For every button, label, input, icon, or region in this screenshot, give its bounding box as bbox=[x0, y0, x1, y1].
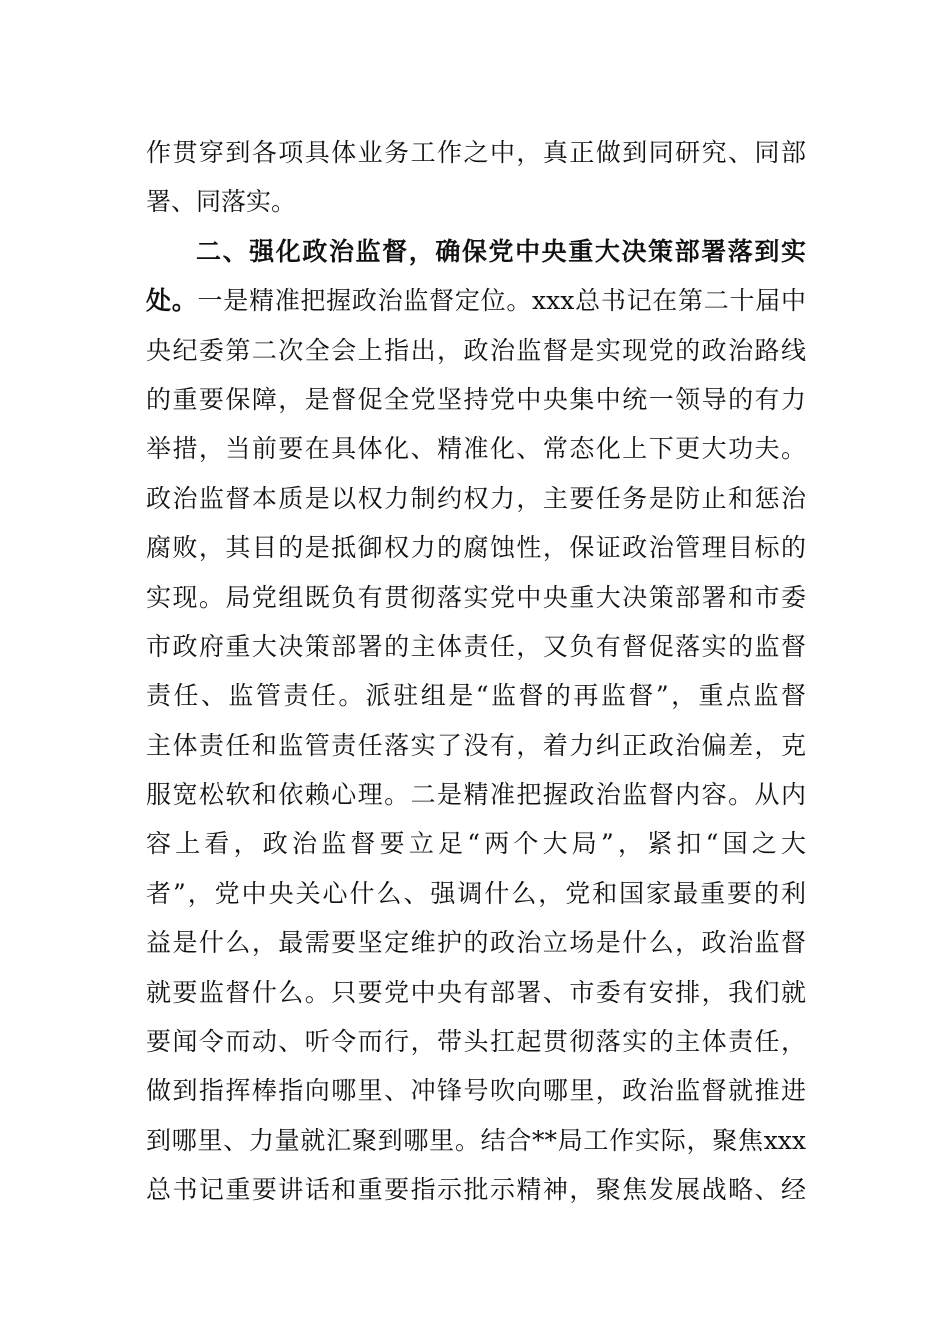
text-line bbox=[146, 573, 806, 622]
body-text-run: 一是精准把握政治监督定位。xxx总书记在第二十届中 bbox=[197, 286, 806, 316]
body-text-run: 容上看，政治监督要立足“两个大局”，紧扣“国之大 bbox=[146, 829, 806, 859]
text-line bbox=[146, 721, 806, 770]
body-text-run: 市政府重大决策部署的主体责任，又负有督促落实的监督 bbox=[146, 631, 806, 661]
body-text-run: 政治监督本质是以权力制约权力，主要任务是防止和惩治 bbox=[146, 483, 806, 513]
text-line bbox=[146, 918, 806, 967]
body-text-run: 实现。局党组既负有贯彻落实党中央重大决策部署和市委 bbox=[146, 582, 806, 612]
text-line bbox=[146, 1017, 806, 1066]
text-line bbox=[146, 326, 806, 375]
body-text-run: 腐败，其目的是抵御权力的腐蚀性，保证政治管理目标的 bbox=[146, 533, 806, 563]
body-text-run: 央纪委第二次全会上指出，政治监督是实现党的政治路线 bbox=[146, 335, 806, 365]
body-text bbox=[146, 128, 806, 1215]
body-text-run: 署、同落实。 bbox=[146, 187, 297, 217]
body-text-run: 总书记重要讲话和重要指示批示精神，聚焦发展战略、经 bbox=[146, 1175, 806, 1205]
body-text-run: 服宽松软和依赖心理。二是精准把握政治监督内容。从内 bbox=[146, 780, 806, 810]
body-text-run: 到哪里、力量就汇聚到哪里。结合**局工作实际，聚焦xxx bbox=[146, 1125, 806, 1155]
heading-text: 二、强化政治监督，确保党中央重大决策部署落到实 bbox=[196, 236, 806, 266]
text-line bbox=[146, 1165, 806, 1214]
body-text-run: 的重要保障，是督促全党坚持党中央集中统一领导的有力 bbox=[146, 384, 806, 414]
text-line bbox=[146, 474, 806, 523]
body-text-run: 做到指挥棒指向哪里、冲锋号吹向哪里，政治监督就推进 bbox=[146, 1076, 806, 1106]
body-text-run: 主体责任和监管责任落实了没有，着力纠正政治偏差，克 bbox=[146, 730, 806, 760]
text-line bbox=[146, 622, 806, 671]
text-line bbox=[146, 819, 806, 868]
text-line bbox=[146, 770, 806, 819]
text-line bbox=[146, 869, 806, 918]
text-line bbox=[146, 375, 806, 424]
body-text-run: 责任、监管责任。派驻组是“监督的再监督”，重点监督 bbox=[146, 681, 806, 711]
body-text-run: 就要监督什么。只要党中央有部署、市委有安排，我们就 bbox=[146, 977, 806, 1007]
body-text-run: 者”，党中央关心什么、强调什么，党和国家最重要的利 bbox=[146, 878, 806, 908]
body-text-run: 举措，当前要在具体化、精准化、常态化上下更大功夫。 bbox=[146, 434, 806, 464]
text-line bbox=[146, 968, 806, 1017]
text-line bbox=[146, 1116, 806, 1165]
text-line bbox=[146, 1066, 806, 1115]
body-text-run: 作贯穿到各项具体业务工作之中，真正做到同研究、同部 bbox=[146, 138, 806, 167]
text-line bbox=[146, 671, 806, 720]
text-line bbox=[146, 227, 806, 276]
body-text-run: 益是什么，最需要坚定维护的政治立场是什么，政治监督 bbox=[146, 928, 806, 958]
text-line bbox=[146, 177, 806, 226]
text-line bbox=[146, 276, 806, 325]
body-text-run: 要闻令而动、听令而行，带头扛起贯彻落实的主体责任， bbox=[146, 1027, 806, 1057]
text-line bbox=[146, 424, 806, 473]
text-line bbox=[146, 523, 806, 572]
text-line bbox=[146, 128, 806, 177]
heading-text: 处。 bbox=[146, 286, 198, 316]
